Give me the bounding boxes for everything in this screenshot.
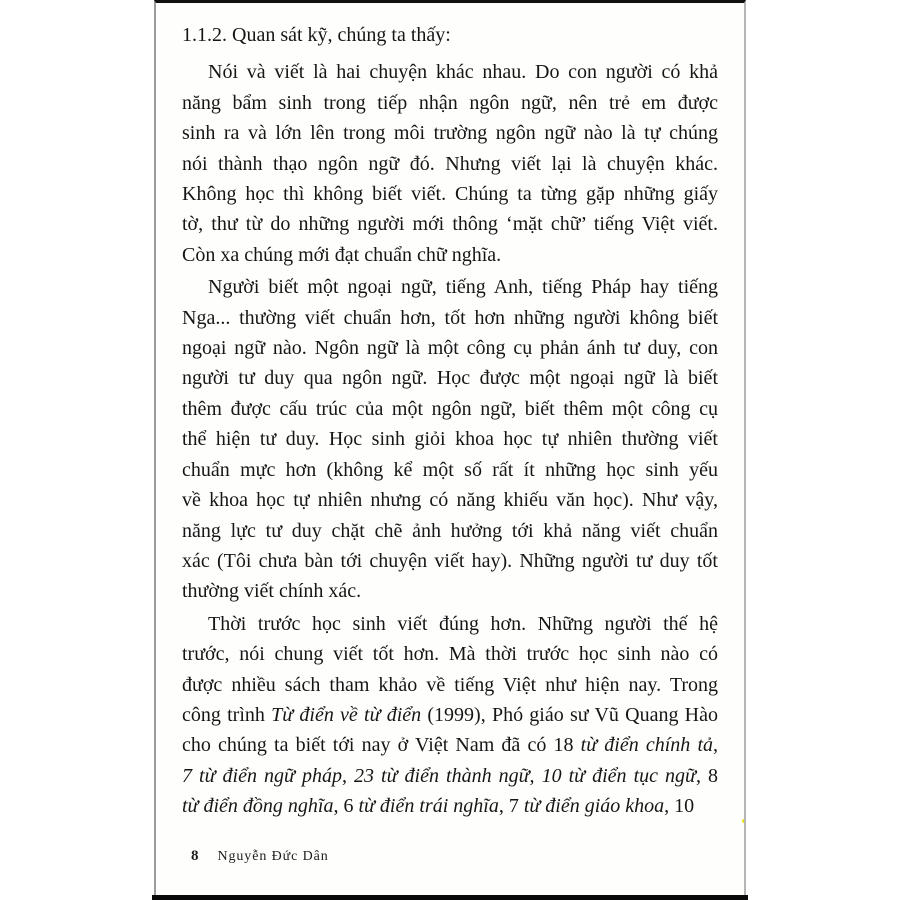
text-line: Không học thì không biết viết. Chúng ta từng gặp những giấy — [182, 183, 718, 206]
paragraphs — [182, 57, 718, 821]
text-line: cho chúng ta biết tới nay ở Việt Nam đã có 18 từ điển chính tả, — [182, 734, 719, 757]
text-line: xác (Tôi chưa bàn tới chuyện viết hay). Những người tư duy tốt — [182, 549, 718, 572]
author-name: Nguyễn Đức Dân — [217, 849, 329, 864]
paragraph — [182, 609, 718, 822]
page-content — [182, 3, 718, 822]
text-line: thường viết chính xác. — [182, 580, 362, 603]
text-line: chuẩn mực hơn (không kể một số rất ít những học sinh yếu — [182, 458, 718, 481]
text-line: Thời trước học sinh viết đúng hơn. Những người thế hệ — [208, 612, 718, 635]
text-line: thêm được cấu trúc của một ngôn ngữ, biết thêm một công cụ — [182, 397, 718, 420]
text-line: năng lực tư duy chặt chẽ ảnh hưởng tới khả năng viết chuẩn — [182, 519, 718, 542]
text-line: Người biết một ngoại ngữ, tiếng Anh, tiếng Pháp hay tiếng — [208, 276, 718, 299]
text-line: Nga... thường viết chuẩn hơn, tốt hơn những người không biết — [182, 306, 718, 329]
page-number: 8 — [191, 848, 199, 864]
text-line: công trình Từ điển về từ điển (1999), Phó giáo sư Vũ Quang Hào — [182, 703, 719, 726]
text-line: Nói và viết là hai chuyện khác nhau. Do con người có khả — [208, 61, 718, 84]
text-line: từ điển đồng nghĩa, 6 từ điển trái nghĩa, 7 từ điển giáo khoa, 10 — [182, 795, 695, 818]
text-line: 7 từ điển ngữ pháp, 23 từ điển thành ngữ, 10 từ điển tục ngữ, 8 — [182, 764, 719, 787]
text-line: năng bẩm sinh trong tiếp nhận ngôn ngữ, nên trẻ em được — [182, 91, 718, 114]
text-line: thể hiện tư duy. Học sinh giỏi khoa học tự nhiên thường viết — [182, 428, 718, 451]
text-line: ngoại ngữ nào. Ngôn ngữ là một công cụ phản ánh tư duy, con — [182, 337, 718, 360]
scan-speck-dot — [742, 819, 746, 823]
page-footer — [191, 848, 329, 865]
text-line: Còn xa chúng mới đạt chuẩn chữ nghĩa. — [182, 243, 502, 266]
section-heading: 1.1.2. Quan sát kỹ, chúng ta thấy: — [182, 24, 451, 46]
book-page — [154, 0, 746, 900]
scan-edge-bottom — [152, 895, 748, 900]
text-line: nói thành thạo ngôn ngữ đó. Nhưng viết lại là chuyện khác. — [182, 152, 718, 175]
text-line: được nhiều sách tham khảo về tiếng Việt như hiện nay. Trong — [182, 673, 718, 696]
text-line: người tư duy qua ngôn ngữ. Học được một ngoại ngữ là biết — [182, 367, 718, 390]
paragraph — [182, 272, 718, 606]
text-line: tờ, thư từ do những người mới thông ‘mặt chữ’ tiếng Việt viết. — [182, 213, 718, 236]
text-line: sinh ra và lớn lên trong môi trường ngôn ngữ nào là tự chúng — [182, 122, 718, 145]
text-line: về khoa học tự nhiên nhưng có năng khiếu văn học). Như vậy, — [182, 489, 718, 512]
paragraph — [182, 57, 718, 270]
text-line: trước, nói chung viết tốt hơn. Mà thời trước học sinh nào có — [182, 643, 718, 666]
